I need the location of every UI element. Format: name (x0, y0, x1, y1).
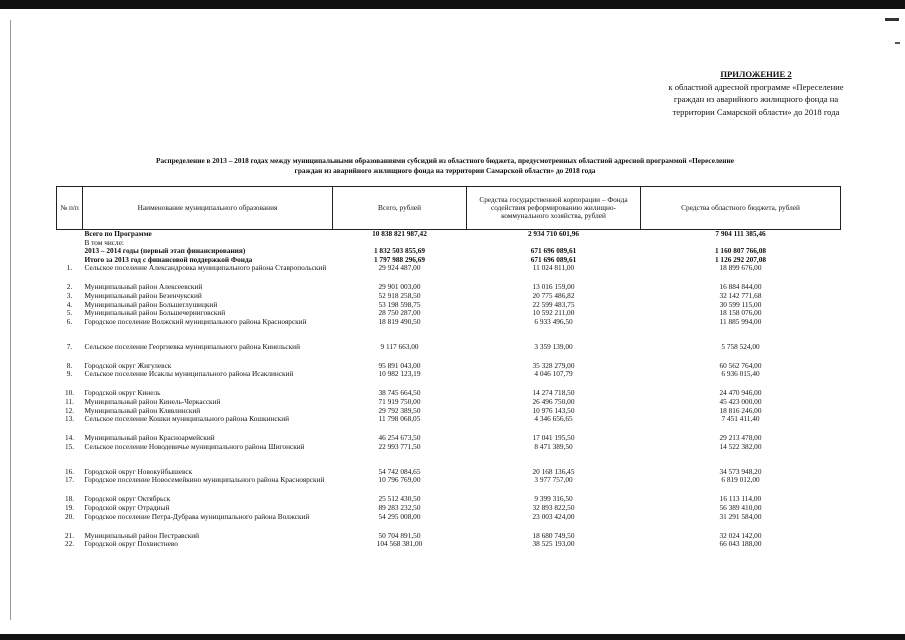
municipality-name: Городское поселение Новосемейкино муниципального района Красноярский (84, 475, 325, 485)
col-header-name: Наименование муниципального образования (83, 187, 333, 230)
table-row (57, 264, 841, 283)
regional-value: 29 213 478,00 (719, 433, 762, 443)
total-value: 71 919 750,00 (378, 396, 421, 406)
total-value: 52 918 258,50 (378, 290, 421, 300)
row-number: 7. (66, 341, 73, 351)
row-number: 22. (64, 539, 75, 549)
municipality-name: Муниципальный район Красноармейский (84, 433, 215, 443)
heading-line: Распределение в 2013 – 2018 годах между муниципальными образованиями субсидий из областного бюджета, предусмотренных областной адресной программой «Переселение (156, 156, 734, 165)
appendix-line: территории Самарской области» до 2018 года (672, 106, 840, 117)
fund-value: 38 525 193,00 (532, 539, 575, 549)
total-value: 28 750 287,00 (378, 308, 421, 318)
total-value: 54 295 008,00 (378, 511, 421, 521)
table-row (57, 318, 841, 343)
municipality-name: Муниципальный район Безенчукский (84, 290, 202, 300)
table-row (57, 415, 841, 434)
fund-value: 23 003 424,00 (532, 511, 575, 521)
row-number (57, 247, 83, 256)
appendix-line: к областной адресной программе «Переселение (668, 81, 844, 92)
total-value: 46 254 673,50 (378, 433, 421, 443)
table-row (57, 476, 841, 495)
table-header-row (57, 187, 841, 230)
total-value: 1 832 503 855,69 (373, 246, 426, 256)
fund-value: 2 934 710 601,96 (527, 229, 580, 238)
municipality-name: Сельское поселение Кошки муниципального района Кошкинский (84, 414, 290, 424)
fund-value: 22 599 483,75 (532, 299, 575, 309)
regional-value: 16 884 844,00 (719, 282, 762, 292)
municipality-name: Муниципальный район Клявлинский (84, 405, 201, 415)
regional-value: 11 885 994,00 (719, 316, 762, 326)
regional-value: 30 599 115,00 (719, 299, 762, 309)
row-number: 17. (64, 475, 75, 485)
row-number: 11. (65, 396, 74, 406)
total-value: 104 568 381,00 (376, 539, 423, 549)
fund-value: 3 977 757,00 (534, 475, 573, 485)
total-value: 29 792 389,50 (378, 405, 421, 415)
heading-line: граждан из аварийного жилищного фонда на территории Самарской области» до 2018 года (294, 166, 596, 175)
fund-value: 9 399 316,50 (534, 494, 573, 504)
appendix-block (640, 68, 872, 118)
row-number: 13. (64, 414, 75, 424)
total-value: 53 198 598,75 (378, 299, 421, 309)
total-value: 11 798 068,05 (378, 414, 421, 424)
total-value: 9 117 663,00 (380, 341, 419, 351)
fund-value: 671 696 089,61 (530, 254, 577, 264)
row-number: 8. (66, 360, 73, 370)
municipality-name: Муниципальный район Кинель-Черкасский (84, 396, 221, 406)
municipality-name: Сельское поселение Новодевичье муниципального района Шигонский (84, 441, 305, 451)
col-header-fund: Средства государственной корпорации – Фонда содействия реформированию жилищно-коммунального хозяйства, рублей (467, 187, 641, 230)
table-row (57, 370, 841, 389)
regional-value: 45 423 000,00 (719, 396, 762, 406)
summary-label: Всего по Программе (84, 229, 152, 238)
total-value: 25 512 430,50 (378, 494, 421, 504)
row-number: 16. (64, 466, 75, 476)
fund-value: 6 933 496,50 (534, 316, 573, 326)
regional-value: 7 904 111 385,46 (715, 229, 766, 238)
fund-value: 18 680 749,50 (532, 530, 575, 540)
fund-value: 671 696 089,61 (530, 246, 577, 256)
fund-value: 20 168 136,45 (532, 466, 575, 476)
regional-value: 18 816 246,00 (719, 405, 762, 415)
row-number: 10. (64, 388, 75, 398)
regional-value: 60 562 764,00 (719, 360, 762, 370)
regional-value: 18 899 676,00 (719, 263, 762, 273)
scan-top-border (0, 0, 905, 9)
row-number: 18. (64, 494, 75, 504)
row-number: 6. (66, 316, 73, 326)
municipality-name: Городской округ Кинель (84, 388, 161, 398)
fund-value: 32 893 822,50 (532, 502, 575, 512)
scan-mark (885, 18, 899, 21)
regional-value: 6 819 012,00 (721, 475, 760, 485)
regional-value: 34 573 948,20 (719, 466, 762, 476)
municipality-name: Муниципальный район Большеглушицкий (84, 299, 218, 309)
regional-value: 16 113 114,00 (719, 494, 762, 504)
municipality-name: Городской округ Отрадный (84, 502, 170, 512)
municipality-name: Городское поселение Петра-Дубрава муниципального района Волжский (84, 511, 310, 521)
subsidy-table (56, 186, 841, 549)
row-number: 1. (66, 263, 73, 273)
fund-value: 11 024 811,00 (532, 263, 575, 273)
col-header-num: № п/п (57, 187, 83, 230)
municipality-name: Городской округ Жигулевск (84, 360, 172, 370)
municipality-name: Сельское поселение Георгиевка муниципального района Кинельский (84, 341, 300, 351)
regional-value: 24 470 946,00 (719, 388, 762, 398)
table-row (57, 513, 841, 532)
municipality-name: Городской округ Похвистнево (84, 539, 178, 549)
municipality-name: Городское поселение Волжский муниципального района Красноярский (84, 316, 307, 326)
row-number: 5. (66, 308, 73, 318)
summary-row (57, 230, 841, 239)
fund-value: 35 328 279,00 (532, 360, 575, 370)
fund-value: 14 274 718,50 (532, 388, 575, 398)
row-number: 9. (66, 369, 73, 379)
regional-value: 18 158 076,00 (719, 308, 762, 318)
row-number: 4. (66, 299, 73, 309)
row-number (57, 239, 83, 248)
appendix-title: ПРИЛОЖЕНИЕ 2 (720, 69, 792, 79)
fund-value: 17 041 195,50 (532, 433, 575, 443)
document-heading (60, 156, 830, 176)
col-header-regional: Средства областного бюджета, рублей (641, 187, 841, 230)
summary-label: Итого за 2013 год с финансовой поддержкой Фонда (84, 254, 253, 264)
regional-value: 5 758 524,00 (721, 341, 760, 351)
regional-value: 14 522 382,00 (719, 441, 762, 451)
fund-value: 26 496 750,00 (532, 396, 575, 406)
fund-value: 10 976 143,50 (532, 405, 575, 415)
municipality-name: Муниципальный район Алексеевский (84, 282, 203, 292)
total-value: 50 704 891,50 (378, 530, 421, 540)
regional-value: 7 451 411,40 (721, 414, 760, 424)
total-value: 10 796 769,00 (378, 475, 421, 485)
municipality-name: Сельское поселение Исаклы муниципального района Исаклинский (84, 369, 294, 379)
regional-value: 31 291 584,00 (719, 511, 762, 521)
total-value: 54 742 084,65 (378, 466, 421, 476)
row-number: 20. (64, 511, 75, 521)
appendix-line: граждан из аварийного жилищного фонда на (673, 94, 839, 104)
scan-side-mark (895, 42, 900, 44)
total-value: 29 901 003,00 (378, 282, 421, 292)
total-value: 1 797 988 296,69 (373, 254, 426, 264)
total-value: 29 924 487,00 (378, 263, 421, 273)
table-row (57, 540, 841, 549)
municipality-name: Городской округ Октябрьск (84, 494, 171, 504)
total-value: 22 993 771,50 (378, 441, 421, 451)
table-row (57, 443, 841, 468)
regional-value: 66 043 188,00 (719, 539, 762, 549)
fund-value: 10 592 211,00 (532, 308, 575, 318)
municipality-name: Сельское поселение Александровка муниципального района Ставропольский (84, 263, 327, 273)
total-value: 38 745 664,50 (378, 388, 421, 398)
municipality-name: Муниципальный район Большечерниговский (84, 308, 226, 318)
scan-left-edge (10, 20, 11, 620)
fund-value: 4 046 107,79 (534, 369, 573, 379)
row-number: 3. (66, 290, 73, 300)
regional-value: 32 142 771,68 (719, 290, 762, 300)
municipality-name: Городской округ Новокуйбышевск (84, 466, 193, 476)
row-number: 14. (64, 433, 75, 443)
row-number: 21. (64, 530, 75, 540)
fund-value: 3 359 139,00 (534, 341, 573, 351)
table-body (57, 230, 841, 549)
fund-value: 20 775 486,82 (532, 290, 575, 300)
regional-value: 32 024 142,00 (719, 530, 762, 540)
row-number: 2. (66, 282, 73, 292)
total-value: 89 283 232,50 (378, 502, 421, 512)
row-number: 19. (64, 502, 75, 512)
fund-value: 8 471 389,50 (534, 441, 573, 451)
summary-label: 2013 – 2014 годы (первый этап финансирования) (84, 246, 246, 256)
regional-value: 56 389 410,00 (719, 502, 762, 512)
row-number: 15. (64, 441, 75, 451)
total-value: 10 838 821 987,42 (372, 229, 427, 238)
municipality-name: Муниципальный район Пестравский (84, 530, 200, 540)
fund-value: 4 346 656,65 (534, 414, 573, 424)
total-value: 10 982 123,19 (378, 369, 421, 379)
row-number (57, 230, 83, 239)
regional-value: 1 126 292 207,08 (714, 254, 767, 264)
regional-value: 1 160 807 766,08 (714, 246, 767, 256)
col-header-total: Всего, рублей (333, 187, 467, 230)
regional-value: 6 936 015,40 (721, 369, 760, 379)
scan-bottom-border (0, 634, 905, 640)
summary-label: В том числе: (84, 237, 124, 247)
total-value: 95 891 043,00 (378, 360, 421, 370)
total-value: 18 819 490,50 (378, 316, 421, 326)
table-row (57, 343, 841, 362)
row-number: 12. (64, 405, 75, 415)
fund-value: 13 016 159,00 (532, 282, 575, 292)
